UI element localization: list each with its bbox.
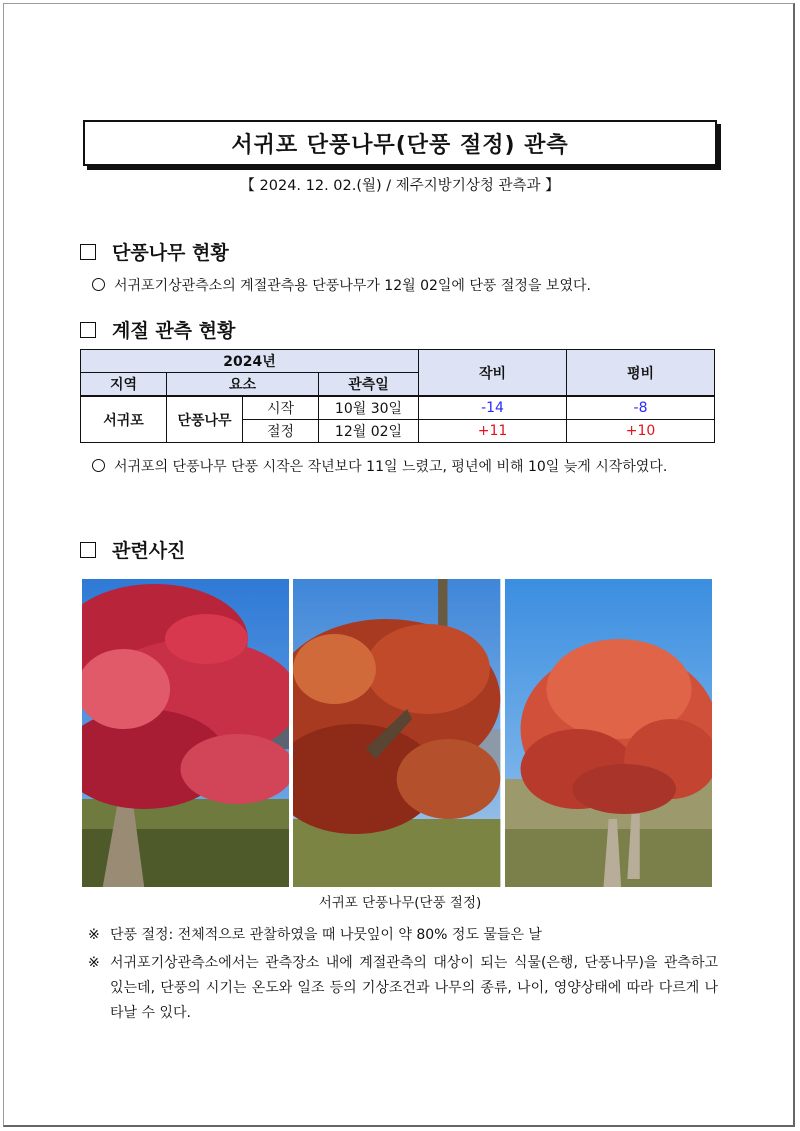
element-header: 요소	[167, 373, 319, 397]
square-bullet-icon	[80, 244, 96, 260]
region-header: 지역	[81, 373, 167, 397]
vs-normal-header: 평비	[567, 350, 715, 397]
date-header: 관측일	[319, 373, 419, 397]
maple-tree-photo-icon	[505, 579, 712, 887]
year-header: 2024년	[81, 350, 419, 373]
observation-table	[80, 349, 715, 443]
vs-last-year-cell: +11	[419, 420, 567, 443]
note-mark: ※	[88, 927, 100, 943]
maple-tree-photo-icon	[293, 579, 500, 887]
vs-last-year-cell: -14	[419, 396, 567, 420]
section-heading-photos	[80, 536, 185, 563]
square-bullet-icon	[80, 322, 96, 338]
maple-photo-1	[82, 579, 289, 887]
note-item	[88, 923, 718, 948]
section-observation-title: 계절 관측 현황	[112, 320, 236, 342]
phase-cell: 시작	[243, 396, 319, 420]
maple-photo-3	[505, 579, 712, 887]
note-text: 서귀포기상관측소에서는 관측장소 내에 계절관측의 대상이 되는 식물(은행, 단풍나무)을 관측하고 있는데, 단풍의 시기는 온도와 일조 등의 기상조건과 나무의 종류, 나이, 영양상태에 따라 다르게 나타날 수 있다.	[110, 955, 718, 1021]
note-item	[88, 951, 718, 1026]
element-cell: 단풍나무	[167, 396, 243, 443]
maple-tree-photo-icon	[82, 579, 289, 887]
section-photos-title: 관련사진	[112, 540, 186, 562]
note-mark: ※	[88, 955, 100, 971]
square-bullet-icon	[80, 542, 96, 558]
document-title: 서귀포 단풍나무(단풍 절정) 관측	[83, 120, 717, 166]
circle-bullet-icon	[92, 459, 105, 472]
status-paragraph	[92, 274, 714, 299]
photo-caption: 서귀포 단풍나무(단풍 절정)	[318, 895, 482, 911]
vs-normal-cell: +10	[567, 420, 715, 443]
status-text: 서귀포기상관측소의 계절관측용 단풍나무가 12월 02일에 단풍 절정을 보였다.	[114, 278, 591, 294]
document-subtitle: 【 2024. 12. 02.(월) / 제주지방기상청 관측과 】	[240, 178, 560, 194]
date-cell: 10월 30일	[319, 396, 419, 420]
note-text: 단풍 절정: 전체적으로 관찰하였을 때 나뭇잎이 약 80% 정도 물들은 날	[110, 927, 542, 943]
vs-normal-cell: -8	[567, 396, 715, 420]
observation-summary	[92, 455, 714, 480]
vs-last-year-header: 작비	[419, 350, 567, 397]
observation-summary-text: 서귀포의 단풍나무 단풍 시작은 작년보다 11일 느렸고, 평년에 비해 10일 늦게 시작하였다.	[114, 459, 668, 475]
date-cell: 12월 02일	[319, 420, 419, 443]
table-row	[81, 396, 715, 420]
maple-photo-2	[293, 579, 500, 887]
phase-cell: 절정	[243, 420, 319, 443]
circle-bullet-icon	[92, 278, 105, 291]
region-cell: 서귀포	[81, 396, 167, 443]
section-status-title: 단풍나무 현황	[112, 242, 229, 264]
photo-strip	[82, 579, 712, 887]
section-heading-observation	[80, 316, 235, 343]
section-heading-status	[80, 238, 229, 265]
